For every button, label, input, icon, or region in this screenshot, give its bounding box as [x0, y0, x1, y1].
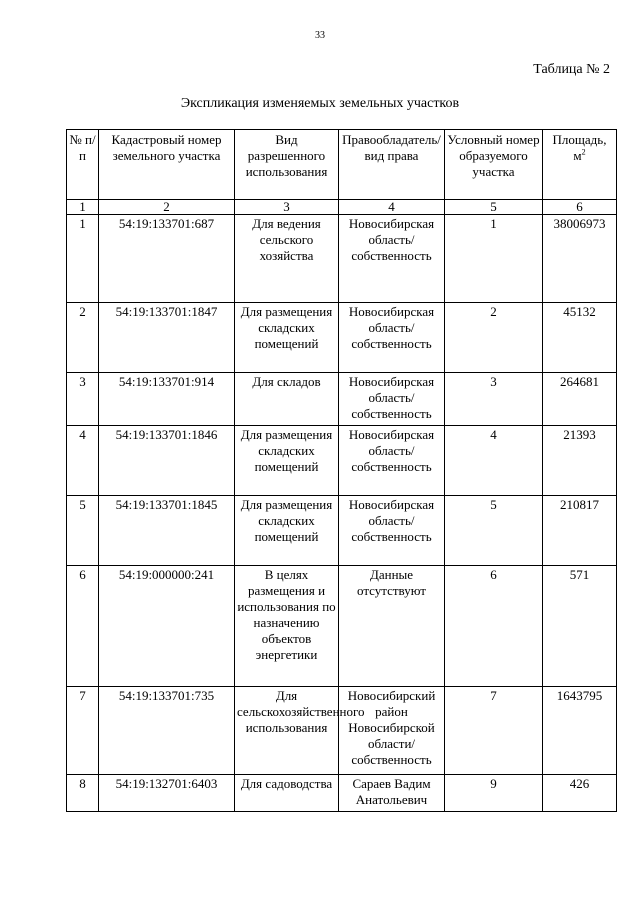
header-cond: Условный номер образуемого участка: [445, 130, 543, 200]
cell-owner: Сараев Вадим Анатольевич: [339, 775, 445, 812]
cell-num: 1: [67, 215, 99, 303]
cell-cond: 4: [445, 426, 543, 496]
header-cadastral: Кадастровый номер земельного участка: [99, 130, 235, 200]
table-row: [67, 373, 617, 426]
cell-area: 426: [543, 775, 617, 812]
header-area: [543, 130, 617, 200]
cell-cadastral: 54:19:133701:1847: [99, 303, 235, 373]
cell-cadastral: 54:19:133701:1846: [99, 426, 235, 496]
cell-area: 1643795: [543, 687, 617, 775]
table-row: [67, 426, 617, 496]
cell-area: 571: [543, 566, 617, 687]
cell-cadastral: 54:19:133701:735: [99, 687, 235, 775]
explication-table: [66, 129, 617, 812]
cell-owner: Новосибирская область/ собственность: [339, 426, 445, 496]
cell-num: 6: [67, 566, 99, 687]
cell-cond: 1: [445, 215, 543, 303]
cell-use: Для складов: [235, 373, 339, 426]
cell-use: Для размещения складских помещений: [235, 496, 339, 566]
table-header-row: [67, 130, 617, 200]
cell-cond: 5: [445, 496, 543, 566]
header-num: № п/п: [67, 130, 99, 200]
cell-use: В целях размещения и использования по назначению объектов энергетики: [235, 566, 339, 687]
column-number: 5: [445, 200, 543, 215]
cell-owner: Новосибирская область/ собственность: [339, 303, 445, 373]
cell-owner: Новосибирский район Новосибирской области/ собственность: [339, 687, 445, 775]
table-row: [67, 496, 617, 566]
cell-cadastral: 54:19:133701:914: [99, 373, 235, 426]
cell-area: 21393: [543, 426, 617, 496]
table-row: [67, 215, 617, 303]
cell-cond: 2: [445, 303, 543, 373]
header-use: Вид разрешенного использования: [235, 130, 339, 200]
column-number: 4: [339, 200, 445, 215]
header-owner: Правообладатель/вид права: [339, 130, 445, 200]
column-number: 2: [99, 200, 235, 215]
cell-cond: 9: [445, 775, 543, 812]
cell-cadastral: 54:19:133701:687: [99, 215, 235, 303]
cell-num: 4: [67, 426, 99, 496]
cell-cadastral: 54:19:000000:241: [99, 566, 235, 687]
table-row: [67, 303, 617, 373]
header-area-sup: 2: [581, 147, 586, 157]
cell-num: 2: [67, 303, 99, 373]
table-title: Экспликация изменяемых земельных участков: [180, 96, 460, 111]
cell-use: Для сельскохозяйственного использования: [235, 687, 339, 775]
cell-use: Для размещения складских помещений: [235, 303, 339, 373]
table-number-label: Таблица № 2: [533, 62, 610, 77]
cell-area: 264681: [543, 373, 617, 426]
cell-cadastral: 54:19:132701:6403: [99, 775, 235, 812]
cell-area: 210817: [543, 496, 617, 566]
cell-num: 8: [67, 775, 99, 812]
column-number: 3: [235, 200, 339, 215]
cell-owner: Новосибирская область/ собственность: [339, 215, 445, 303]
cell-cond: 7: [445, 687, 543, 775]
cell-num: 5: [67, 496, 99, 566]
cell-owner: Новосибирская область/ собственность: [339, 496, 445, 566]
cell-area: 38006973: [543, 215, 617, 303]
cell-cadastral: 54:19:133701:1845: [99, 496, 235, 566]
cell-num: 7: [67, 687, 99, 775]
cell-area: 45132: [543, 303, 617, 373]
cell-owner: Новосибирская область/ собственность: [339, 373, 445, 426]
table-row: [67, 775, 617, 812]
cell-use: Для ведения сельского хозяйства: [235, 215, 339, 303]
column-number: 6: [543, 200, 617, 215]
column-number-row: [67, 200, 617, 215]
table-row: [67, 687, 617, 775]
table-row: [67, 566, 617, 687]
column-number: 1: [67, 200, 99, 215]
cell-use: Для садоводства: [235, 775, 339, 812]
cell-cond: 3: [445, 373, 543, 426]
cell-num: 3: [67, 373, 99, 426]
page-number: 33: [315, 30, 325, 41]
cell-use: Для размещения складских помещений: [235, 426, 339, 496]
header-area-label: Площадь, м: [552, 132, 607, 163]
cell-owner: Данные отсутствуют: [339, 566, 445, 687]
cell-cond: 6: [445, 566, 543, 687]
